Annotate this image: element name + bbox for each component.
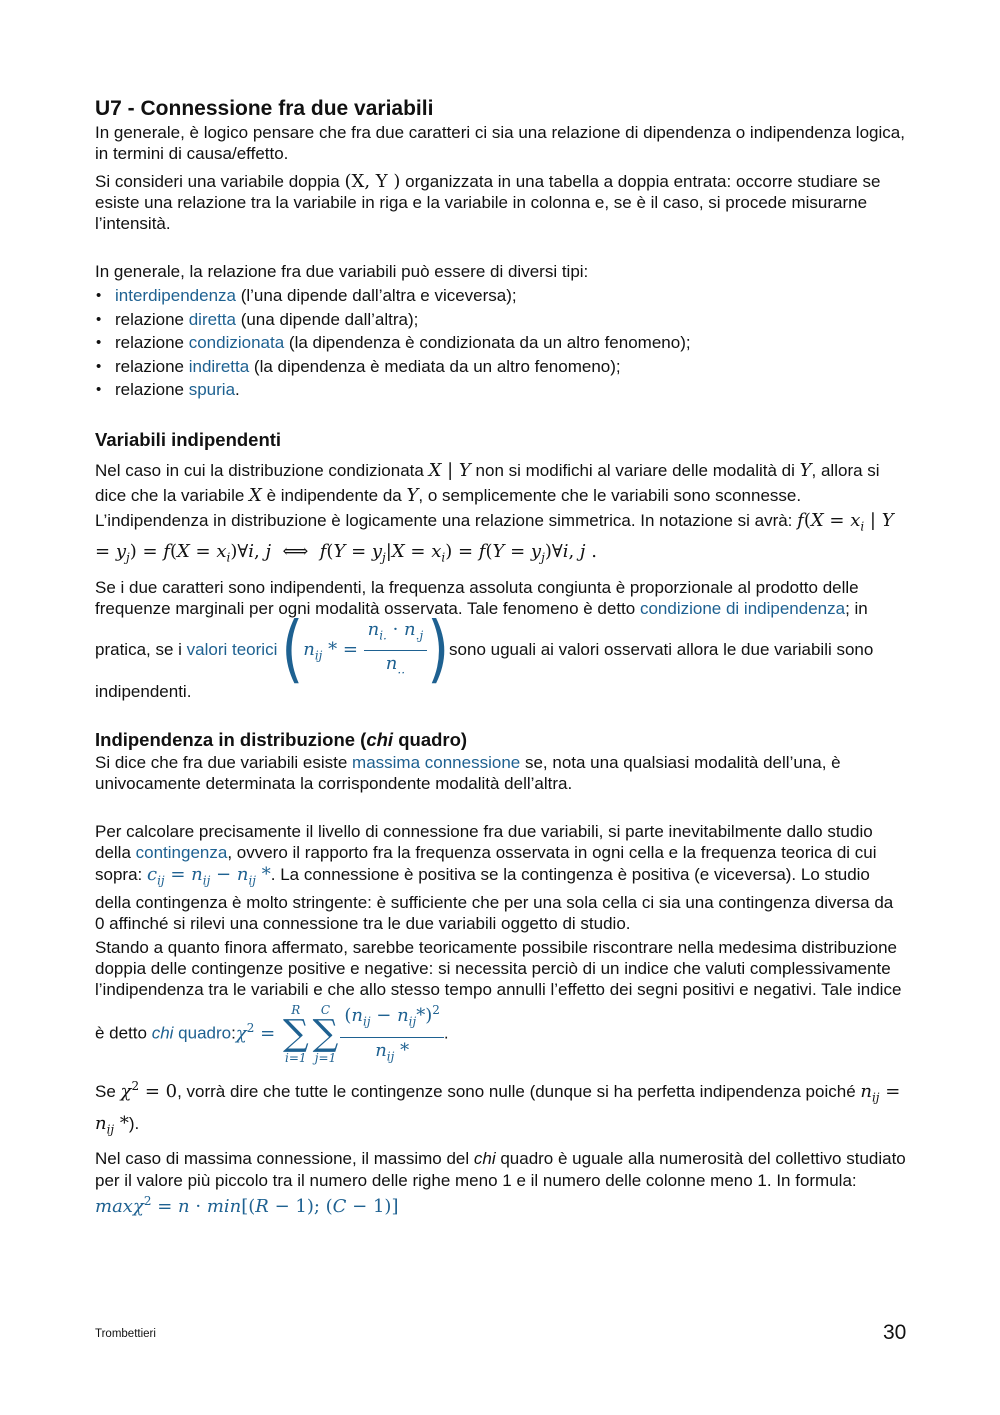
list-item: • relazione diretta (una dipende dall’altra); <box>95 308 907 332</box>
list-item: • relazione indiretta (la dipendenza è mediata da un altro fenomeno); <box>95 355 907 379</box>
footer-author: Trombettieri <box>95 1328 156 1340</box>
heading-chi-quadro: Indipendenza in distribuzione (chi quadro) <box>95 728 468 750</box>
formula-chi-zero: $\chi^2 = 0$ <box>120 1079 178 1103</box>
list-item: • relazione spuria. <box>95 378 907 402</box>
relation-types-list <box>95 284 907 402</box>
indip-paragraph-1: Nel caso in cui la distribuzione condizionata X | Y non si modifichi al variare delle modalità di Y, allora si dice che la variabile X è indipendente da Y, o semplicemente che le variabili sono sconnesse. L’indipendenza in distribuzione è logicamente una relazione simmetrica. In notazione si avrà: $f(X = x_i$ | $Y = y_j) = f(X$ = $x_i)\forall i$, j ⟺ $f(Y = y_j|X = x_i) = f(Y$ = $y_j)\forall i$, j . <box>95 459 894 565</box>
chi-paragraph-2: Per calcolare precisamente il livello di connessione fra due variabili, si parte inevitabilmente dallo studio della contingenza, ovvero il rapporto fra la frequenza osservata in ogni cella e la frequenza teorica di cui sopra: $c_{ij} = n_{ij} - n_{ij}$ *. La connessione è positiva se la contingenza è positiva (e viceversa). Lo studio della contingenza è molto stringente: è sufficiente che per una sola cella ci sia una contingenza diversa da 0 affinché si rilevi una connessione tra le due variabili oggetto di studio. <box>95 821 894 934</box>
indip-paragraph-2: Se i due caratteri sono indipendenti, la frequenza assoluta congiunta è proporzionale al prodotto delle frequenze marginali per ogni modalità osservata. Tale fenomeno è detto condizione di indipendenza; in pratica, se i valori $teorici(n_{ij}$ * = $\frac{n_{i.} \cdot n_{.j}}{n_{..}}$ )sono uguali ai valori osservati allora le due variabili sono indipendenti. <box>95 577 874 701</box>
formula-chi-square: $\chi^2$ = R ∑ i=1 C ∑ j=1 $\frac{(n_{ij} - n_{ij}*)^2}{n_{ij} *}$ <box>236 1023 444 1044</box>
math-xy: (X, Y ) <box>344 171 401 192</box>
list-item: • relazione condizionata (la dipendenza è condizionata da un altro fenomeno); <box>95 331 907 355</box>
intro-paragraph-1: In generale, è logico pensare che fra due caratteri ci sia una relazione di dipendenza o indipendenza logica, in termini di causa/effetto. <box>95 123 905 163</box>
page-number: 30 <box>883 1321 907 1344</box>
chi-paragraph-1: Si dice che fra due variabili esiste massima connessione se, nota una qualsiasi modalità dell’una, è univocamente determinata la corrispondente modalità dell’altra. <box>95 752 841 793</box>
page-content <box>95 96 907 1218</box>
formula-independence: $f(X = x_i$ | $Y = y_j) = f(X$ = $x_i)\forall i$, j ⟺ $f(Y = y_j|X = x_i) = f(Y$ = $y_j)\forall i$, j . <box>95 509 894 565</box>
intro-paragraph-2: Si consideri una variabile doppia (X, Y ) organizzata in una tabella a doppia entrata: occorre studiare se esiste una relazione tra la variabile in riga e la variabile in colonna e, se è il caso, si procede misurarne l’intensità. <box>95 171 881 233</box>
heading-variabili-indipendenti: Variabili indipendenti <box>95 428 282 450</box>
chi-paragraph-3: Stando a quanto finora affermato, sarebbe teoricamente possibile riscontrare nella medesima distribuzione doppia delle contingenze positive e negative: si necessita perciò di un indice che valuti complessivamente l’indipendenza tra le variabili e che allo stesso tempo annulli l’effetto dei segni positivi e negativi. Tale indice è detto chi $quadro:\chi^2$ = R ∑ i=1 C ∑ j=1 $\frac{(n_{ij} - n_{ij}*)^2}{n_{ij} *}$ . <box>95 937 902 1065</box>
chi-paragraph-5: Nel caso di massima connessione, il massimo del chi quadro è uguale alla numerosità del collettivo studiato per il valore più piccolo tra il numero delle righe meno 1 e il numero delle colonne meno 1. In formula: maxχ$^2$ = n · min[(R − 1); (C − 1)] <box>95 1149 906 1218</box>
list-item: • interdipendenza (l’una dipende dall’altra e viceversa); <box>95 284 907 308</box>
formula-max-chi: maxχ$^2$ = n · min[(R − 1); (C − 1)] <box>95 1194 399 1218</box>
formula-n-equal: $n_{ij} = n_{ij}$ * <box>95 1081 901 1137</box>
formula-contingency: $c_{ij} = n_{ij} - n_{ij}$ * <box>146 863 271 888</box>
page-title: U7 - Connessione fra due variabili <box>95 97 434 120</box>
intro-paragraph-3: In generale, la relazione fra due variabili può essere di diversi tipi: <box>95 262 589 281</box>
formula-theoretical-values: $n_{ij}$ * = $\frac{n_{i.} \cdot n_{.j}}{n_{..}}$ <box>303 639 427 660</box>
chi-paragraph-4: Se $\chi^2 = 0$, vorrà dire che tutte le contingenze sono nulle (dunque si ha perfetta indipendenza poiché $n_{ij} = n_{ij}$ *). <box>95 1079 901 1137</box>
